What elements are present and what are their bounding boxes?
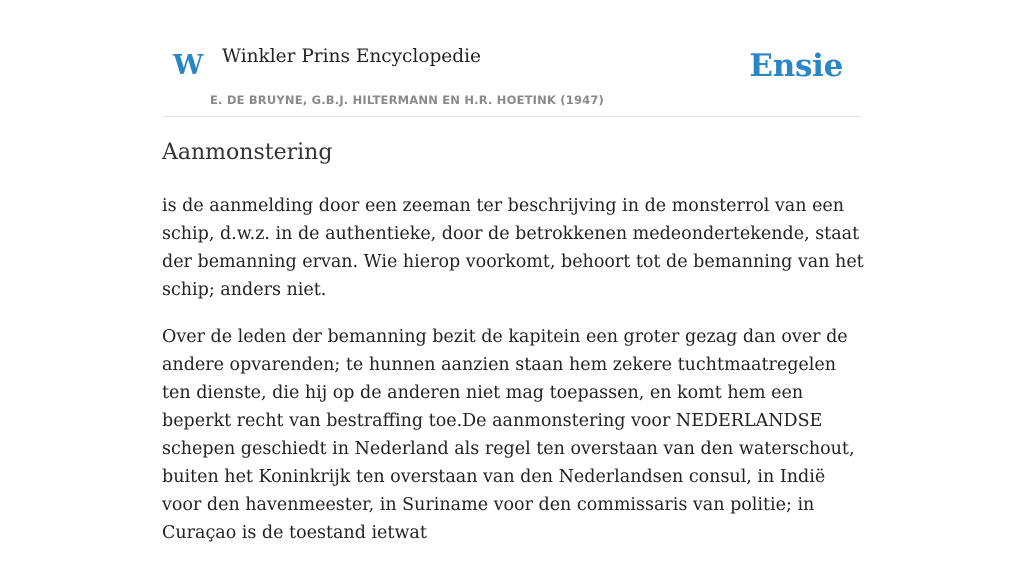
winkler-prins-logo[interactable]: W — [173, 50, 204, 81]
source-authors: E. DE BRUYNE, G.B.J. HILTERMANN EN H.R. HOETINK (1947) — [210, 93, 605, 107]
article-paragraph-1: is de aanmelding door een zeeman ter beschrijving in de monsterrol van een schip, d.w.z. in de authentieke, door de betrokkenen medeondertekende, staat der bemanning ervan. Wie hierop voorkomt, behoort tot de bemanning van het schip; anders niet. — [162, 196, 864, 300]
article-paragraph-2: Over de leden der bemanning bezit de kapitein een groter gezag dan over de andere opvarenden; te hunnen aanzien staan hem zekere tuchtmaatregelen ten dienste, die hij op de anderen niet mag toepassen, en komt hem een beperkt recht van bestraffing toe.De aanmonstering voor NEDERLANDSE schepen geschiedt in Nederland als regel ten overstaan van den waterschout, buiten het Koninkrijk ten overstaan van den Nederlandsen consul, in Indië voor den havenmeester, in Suriname voor den commissaris van politie; in Curaçao is de toestand ietwat — [162, 327, 855, 543]
ensie-brand-logo[interactable]: Ensie — [749, 48, 843, 84]
article-title: Aanmonstering — [162, 140, 333, 165]
source-header — [162, 0, 862, 117]
article-body — [162, 192, 867, 566]
source-title[interactable]: Winkler Prins Encyclopedie — [222, 46, 481, 67]
